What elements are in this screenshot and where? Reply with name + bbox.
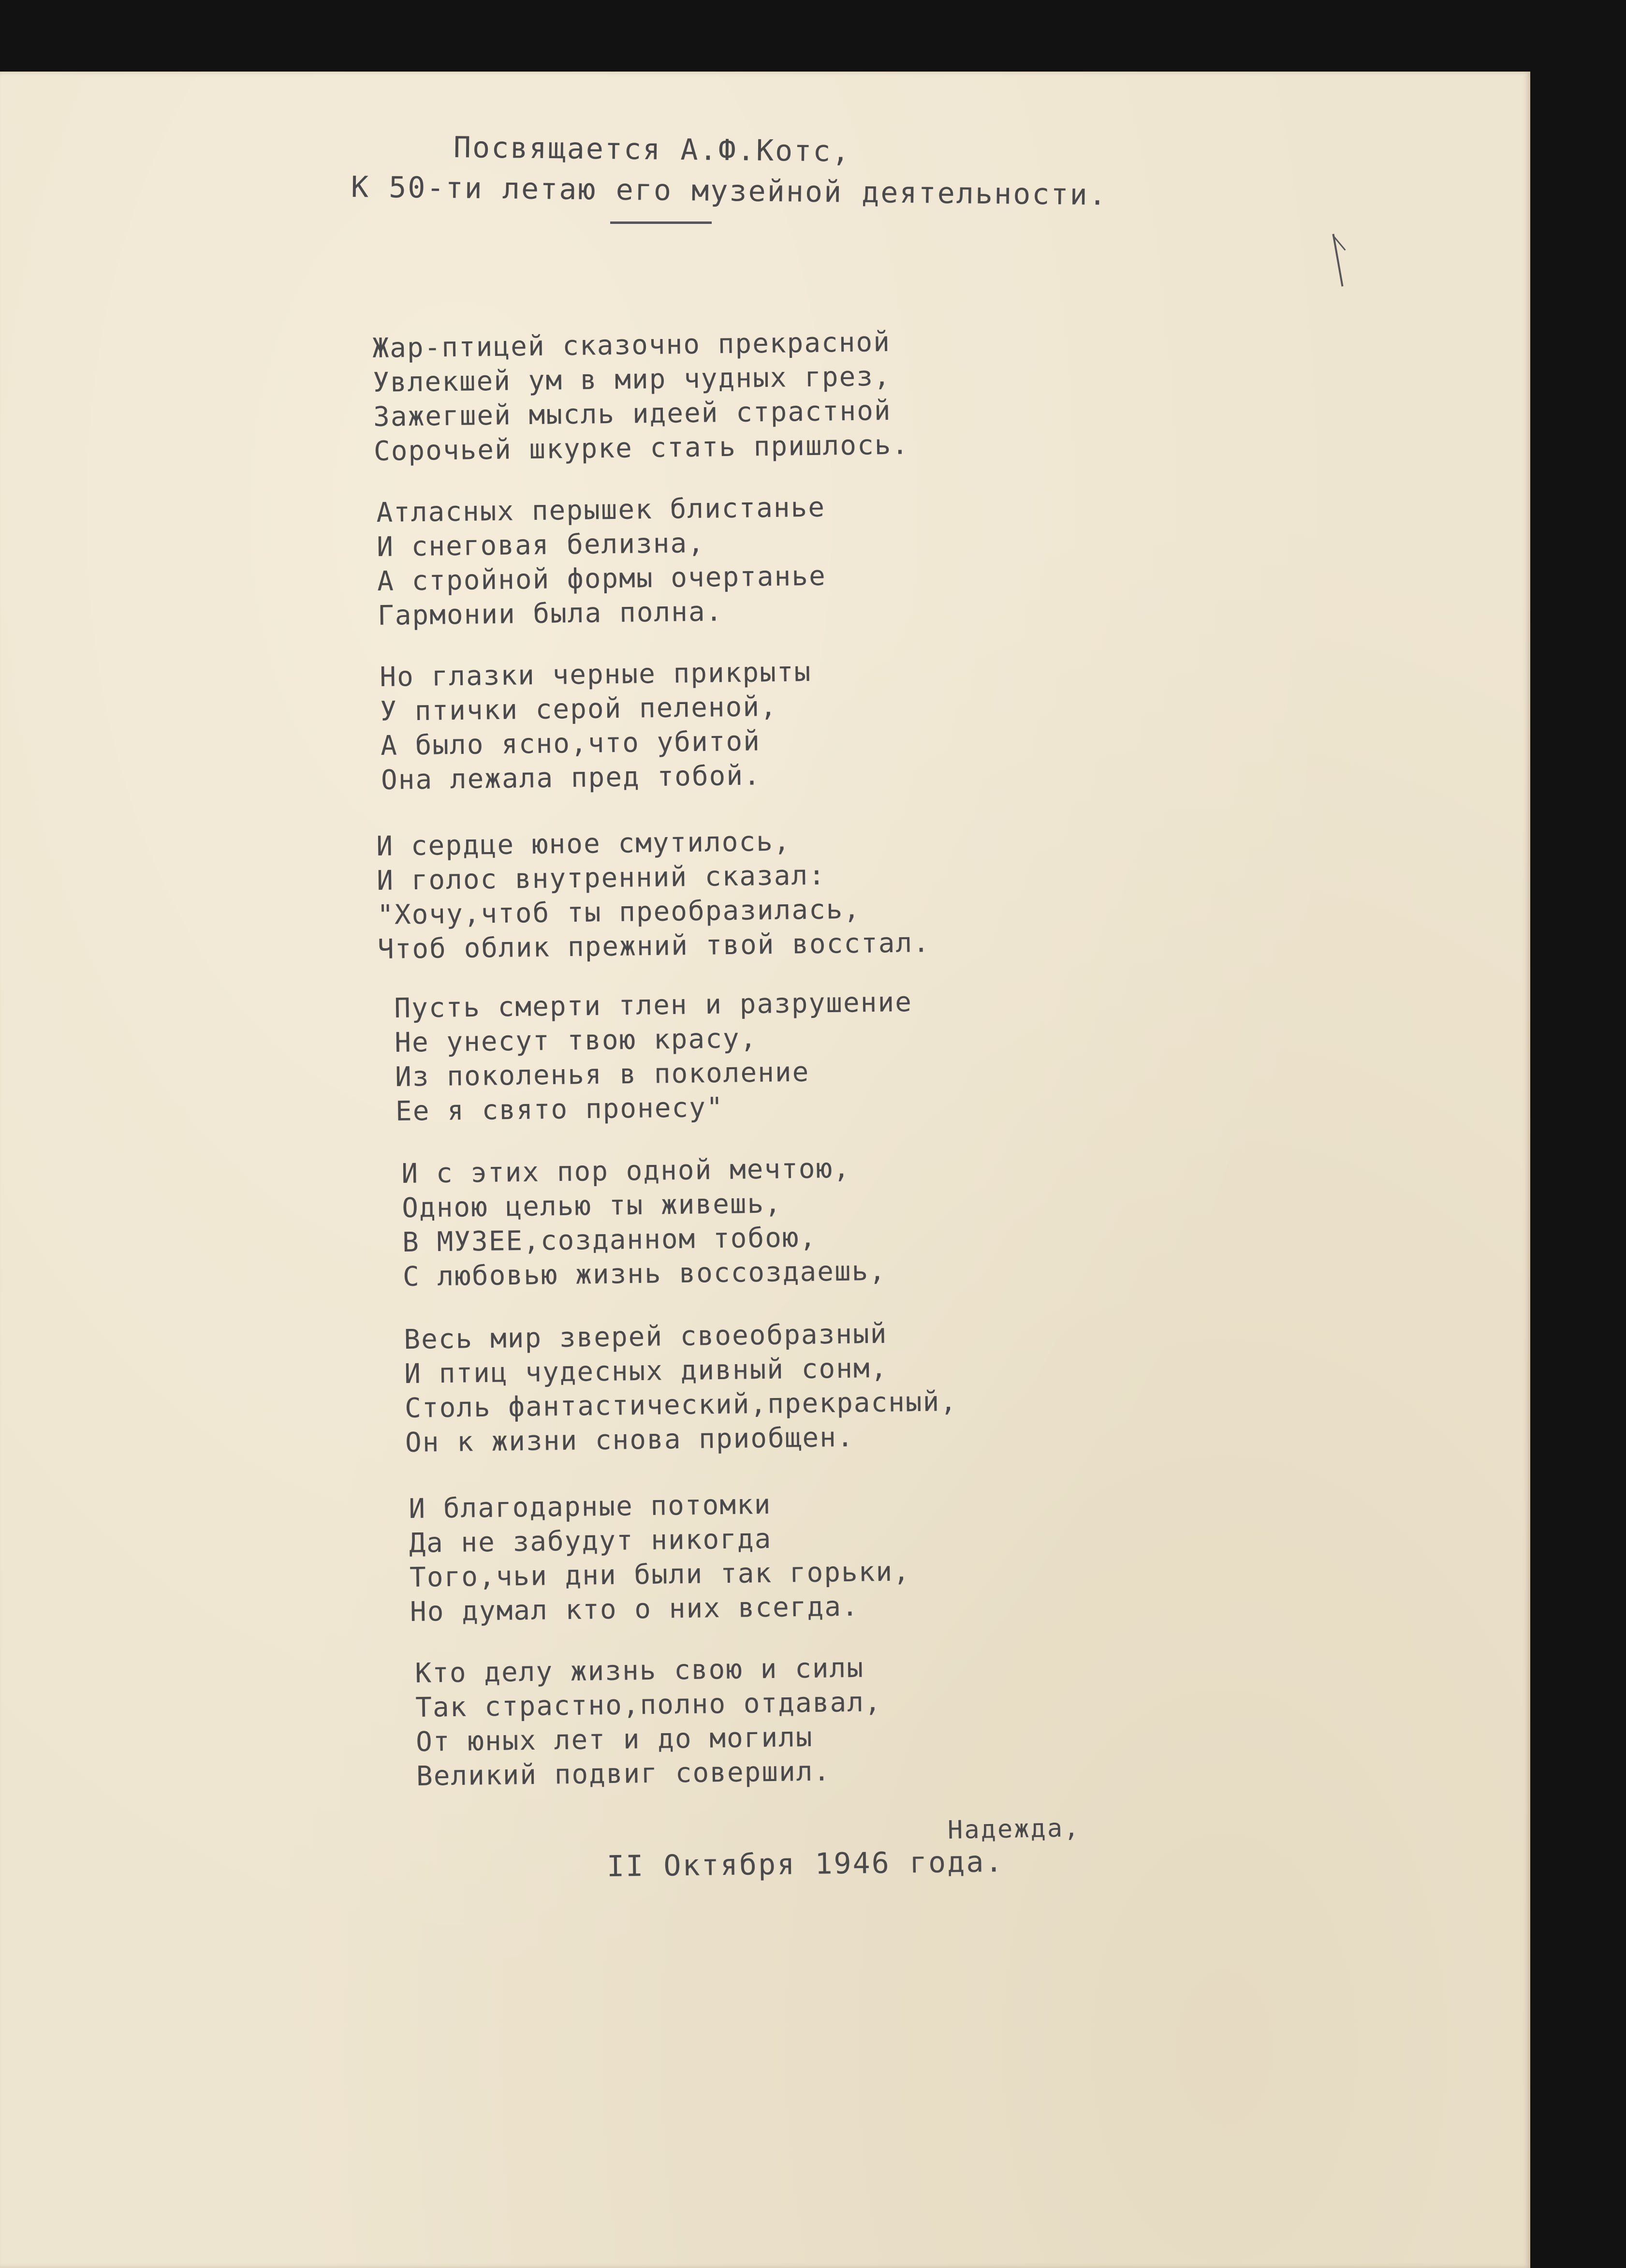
verse-line: Гармонии была полна. [377, 596, 723, 632]
verse-line: У птички серой пеленой, [380, 691, 778, 727]
verse-line: И сердце юное смутилось, [376, 825, 791, 862]
verse-line: Жар-птицей сказочно прекрасной [372, 326, 891, 364]
verse-line: И с этих пор одной мечтою, [401, 1152, 851, 1190]
verse-line: Атласных перышек блистанье [376, 491, 826, 529]
verse-line: И благодарные потомки [409, 1488, 772, 1525]
title-divider [610, 221, 712, 224]
verse-line: Кто делу жизнь свою и силы [415, 1652, 864, 1689]
verse-line: А было ясно,что убитой [380, 725, 761, 762]
stanza-8 [409, 1486, 911, 1629]
verse-line: Ее я свято пронесу" [395, 1091, 724, 1127]
stanza-1 [372, 324, 909, 469]
verse-line: Столь фантастический,прекрасный, [404, 1386, 958, 1424]
verse-line: С любовью жизнь воссоздаешь, [402, 1255, 887, 1293]
verse-line: Пусть смерти тлен и разрушение [394, 986, 913, 1024]
stanza-3 [380, 655, 813, 797]
verse-line: Но глазки черные прикрыты [380, 656, 812, 693]
verse-line: Не унесут твою красу, [394, 1022, 758, 1059]
verse-line: Она лежала пред тобой. [381, 760, 762, 796]
verse-line: Чтоб облик прежний твой восстал. [377, 927, 931, 965]
stanza-4 [376, 823, 930, 967]
stanza-7 [404, 1316, 958, 1460]
verse-line: Так страстно,полно отдавал, [415, 1686, 882, 1723]
verse-line: Он к жизни снова приобщен. [405, 1421, 854, 1458]
verse-line: Из поколенья в поколение [395, 1056, 810, 1093]
verse-line: Да не забудут никогда [409, 1523, 772, 1559]
dedication-title: Посвящается А.Ф.Котс, [453, 131, 851, 169]
verse-line: Великий подвиг совершил. [416, 1755, 831, 1792]
verse-line: Увлекшей ум в мир чудных грез, [372, 360, 892, 398]
stanza-5 [394, 985, 914, 1129]
verse-line: Но думал кто о них всегда. [410, 1591, 859, 1628]
verse-line: Сорочьей шкурке стать пришлось. [373, 429, 909, 467]
dedication-subtitle: К 50-ти летаю его музейной деятельности. [351, 170, 1108, 212]
author-signature: Надежда, [947, 1813, 1081, 1845]
verse-line: Того,чьи дни были так горьки, [409, 1556, 911, 1593]
verse-line: Зажегшей мысль идеей страстной [373, 395, 892, 433]
stanza-2 [376, 490, 827, 633]
verse-line: Весь мир зверей своеобразный [404, 1318, 888, 1355]
document-date: II Октября 1946 года. [606, 1844, 1004, 1884]
verse-line: А стройной формы очертанье [377, 560, 827, 597]
verse-line: От юных лет и до могилы [415, 1721, 813, 1758]
verse-line: "Хочу,чтоб ты преобразилась, [377, 893, 861, 931]
verse-line: И птиц чудесных дивный сонм, [404, 1352, 888, 1390]
verse-line: В МУЗЕЕ,созданном тобою, [402, 1222, 817, 1258]
stanza-6 [401, 1151, 886, 1294]
verse-line: Одною целью ты живешь, [401, 1188, 782, 1224]
verse-line: И снеговая белизна, [376, 527, 705, 563]
stanza-9 [415, 1650, 883, 1794]
verse-line: И голос внутренний сказал: [376, 859, 826, 897]
